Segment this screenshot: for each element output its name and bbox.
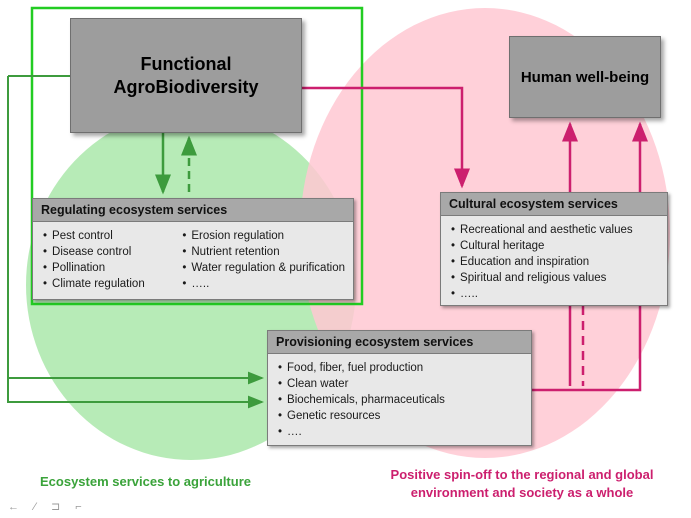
list-item: • Disease control <box>43 244 182 260</box>
regulating-title: Regulating ecosystem services <box>33 199 353 222</box>
list-item: • Erosion regulation <box>182 228 345 244</box>
statusbar: ← ⁄ ⊐ ⌐ <box>8 501 88 513</box>
list-item: • Clean water <box>278 376 523 392</box>
node-regulating-ecosystem-services[interactable] <box>32 198 354 300</box>
list-item: • Biochemicals, pharmaceuticals <box>278 392 523 408</box>
list-item: • ….. <box>451 286 659 302</box>
fab-title-line2: AgroBiodiversity <box>113 76 259 97</box>
provisioning-title: Provisioning ecosystem services <box>268 331 531 354</box>
list-item: • Cultural heritage <box>451 238 659 254</box>
caption-right-line1: Positive spin-off to the regional and global <box>390 467 654 482</box>
list-item: • Food, fiber, fuel production <box>278 360 523 376</box>
fab-title-line1: Functional <box>140 53 232 74</box>
list-item: • Genetic resources <box>278 408 523 424</box>
regulating-column-2 <box>182 228 345 292</box>
list-item: • Spiritual and religious values <box>451 270 659 286</box>
list-item: • …. <box>278 424 523 440</box>
cultural-title: Cultural ecosystem services <box>441 193 667 216</box>
caption-ecosystem-services-to-agriculture: Ecosystem services to agriculture <box>40 474 251 489</box>
caption-positive-spinoff <box>362 466 682 502</box>
provisioning-body <box>268 354 531 448</box>
list-item: • ….. <box>182 276 345 292</box>
cultural-body <box>441 216 667 310</box>
regulating-column-1 <box>43 228 182 292</box>
node-cultural-ecosystem-services[interactable] <box>440 192 668 306</box>
list-item: • Recreational and aesthetic values <box>451 222 659 238</box>
list-item: • Pest control <box>43 228 182 244</box>
regulating-body <box>33 222 353 300</box>
caption-right-line2: environment and society as a whole <box>410 485 634 500</box>
list-item: • Nutrient retention <box>182 244 345 260</box>
human-wellbeing-label: Human well-being <box>520 68 650 86</box>
node-provisioning-ecosystem-services[interactable] <box>267 330 532 446</box>
list-item: • Education and inspiration <box>451 254 659 270</box>
list-item: • Water regulation & purification <box>182 260 345 276</box>
list-item: • Climate regulation <box>43 276 182 292</box>
node-human-wellbeing[interactable] <box>509 36 661 118</box>
node-functional-agrobiodiversity[interactable] <box>70 18 302 133</box>
list-item: • Pollination <box>43 260 182 276</box>
